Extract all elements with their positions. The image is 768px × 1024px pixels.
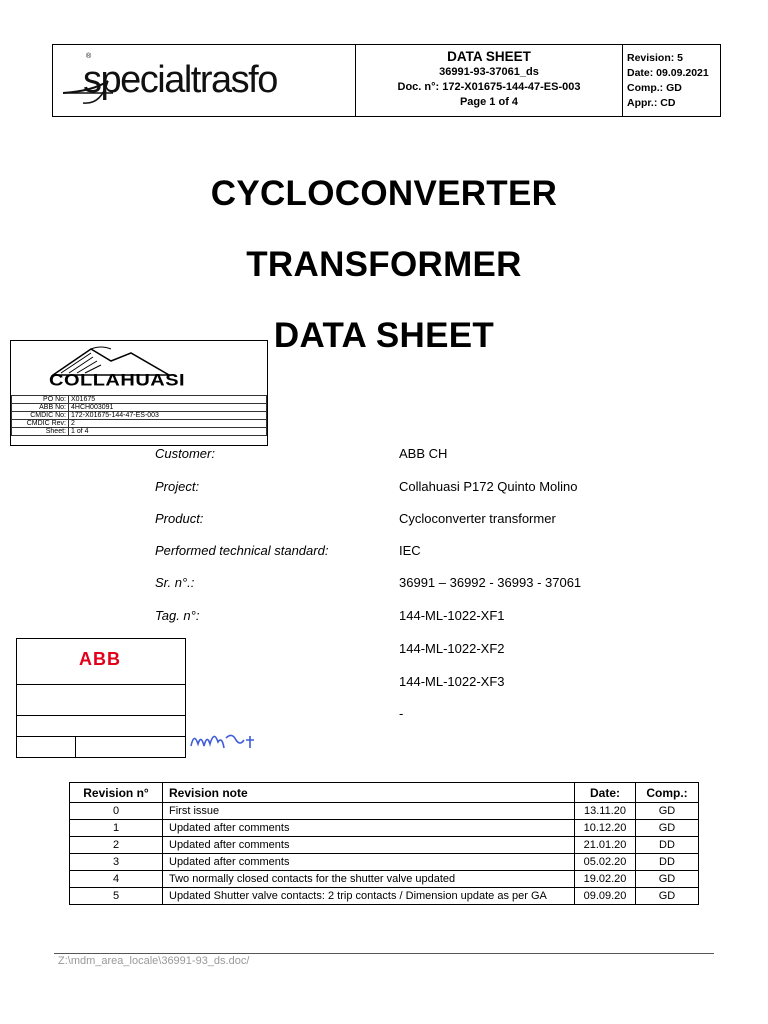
doc-type: DATA SHEET [447, 49, 531, 64]
table-row [70, 820, 699, 837]
signature-icon [188, 726, 258, 756]
cell-note: Updated after comments [163, 837, 575, 854]
cell-revision: 2 [70, 837, 163, 854]
info-value: 144-ML-1022-XF3 [399, 674, 505, 689]
stamp-value: 172-X01675-144-47-ES-003 [69, 412, 267, 420]
date-label: Date: 09.09.2021 [627, 67, 709, 79]
stamp-row [12, 404, 267, 412]
cell-date: 21.01.20 [575, 837, 636, 854]
header-doc-info [356, 45, 623, 116]
abb-approval-box [16, 638, 186, 758]
comp-label: Comp.: GD [627, 82, 682, 94]
cell-revision: 1 [70, 820, 163, 837]
cell-date: 13.11.20 [575, 803, 636, 820]
info-label: Sr. n°.: [155, 575, 195, 590]
col-header-date: Date: [575, 783, 636, 803]
title-line-1: CYCLOCONVERTER [210, 174, 558, 213]
cell-note: First issue [163, 803, 575, 820]
info-label: Tag. n°: [155, 608, 200, 623]
stamp-row [12, 420, 267, 428]
revision-label: Revision: 5 [627, 52, 684, 64]
appr-label: Appr.: CD [627, 97, 676, 109]
abb-logo: ABB [79, 649, 121, 669]
table-row [70, 871, 699, 888]
info-value: Collahuasi P172 Quinto Molino [399, 479, 578, 494]
cell-date: 19.02.20 [575, 871, 636, 888]
col-header-revision: Revision n° [70, 783, 163, 803]
cell-revision: 0 [70, 803, 163, 820]
stamp-key: PO No: [12, 396, 69, 404]
table-row [70, 854, 699, 871]
logo-text: specialtrasfo [83, 59, 277, 101]
stamp-value: 2 [69, 420, 267, 428]
abb-divider-vertical [75, 737, 76, 757]
cell-date: 10.12.20 [575, 820, 636, 837]
cell-comp: GD [636, 888, 699, 905]
cell-note: Updated after comments [163, 854, 575, 871]
cell-comp: DD [636, 837, 699, 854]
info-value: 36991 – 36992 - 36993 - 37061 [399, 575, 582, 590]
info-value: 144-ML-1022-XF2 [399, 641, 505, 656]
info-value: Cycloconverter transformer [399, 511, 556, 526]
stamp-key: Sheet: [12, 428, 69, 436]
doc-code: 36991-93-37061_ds [439, 66, 539, 78]
stamp-value: 4HCH003091 [69, 404, 267, 412]
doc-number: Doc. n°: 172-X01675-144-47-ES-003 [397, 81, 581, 93]
info-label: Customer: [155, 446, 215, 461]
stamp-value: X01675 [69, 396, 267, 404]
stamp-table [11, 395, 267, 436]
stamp-row [12, 412, 267, 420]
cell-revision: 5 [70, 888, 163, 905]
title-line-3: DATA SHEET [273, 316, 495, 355]
abb-divider [17, 684, 185, 685]
stamp-key: CMDIC Rev: [12, 420, 69, 428]
document-header [52, 44, 721, 117]
abb-divider [17, 715, 185, 716]
cell-date: 09.09.20 [575, 888, 636, 905]
revision-header-row [70, 783, 699, 803]
stamp-key: CMDIC No: [12, 412, 69, 420]
title-line-2: TRANSFORMER [246, 245, 522, 284]
stamp-row [12, 428, 267, 436]
table-row [70, 803, 699, 820]
cell-note: Updated Shutter valve contacts: 2 trip contacts / Dimension update as per GA [163, 888, 575, 905]
collahuasi-stamp [10, 340, 268, 446]
info-label: Product: [155, 511, 204, 526]
cell-note: Two normally closed contacts for the shutter valve updated [163, 871, 575, 888]
specialtrasfo-logo [53, 45, 356, 116]
collahuasi-name: COLLAHUASI [49, 371, 186, 390]
stamp-key: ABB No: [12, 404, 69, 412]
info-label: Performed technical standard: [155, 543, 329, 558]
cell-revision: 3 [70, 854, 163, 871]
cell-revision: 4 [70, 871, 163, 888]
revision-table [69, 782, 699, 905]
info-label: Project: [155, 479, 200, 494]
cell-note: Updated after comments [163, 820, 575, 837]
info-value: IEC [399, 543, 421, 558]
cell-comp: GD [636, 871, 699, 888]
stamp-value: 1 of 4 [69, 428, 267, 436]
page-indicator: Page 1 of 4 [459, 96, 519, 108]
cell-date: 05.02.20 [575, 854, 636, 871]
abb-divider [17, 736, 185, 737]
footer-file-path: Z:\mdm_area_locale\36991-93_ds.doc/ [58, 955, 250, 967]
cell-comp: GD [636, 803, 699, 820]
col-header-comp: Comp.: [636, 783, 699, 803]
info-value: ABB CH [399, 446, 448, 461]
logo-registered-mark: ® [86, 53, 92, 60]
footer-divider [54, 953, 714, 954]
info-value: - [399, 706, 404, 721]
stamp-row [12, 396, 267, 404]
info-value: 144-ML-1022-XF1 [399, 608, 505, 623]
header-revision-info [623, 45, 720, 116]
table-row [70, 888, 699, 905]
col-header-note: Revision note [163, 783, 575, 803]
cell-comp: GD [636, 820, 699, 837]
cell-comp: DD [636, 854, 699, 871]
table-row [70, 837, 699, 854]
